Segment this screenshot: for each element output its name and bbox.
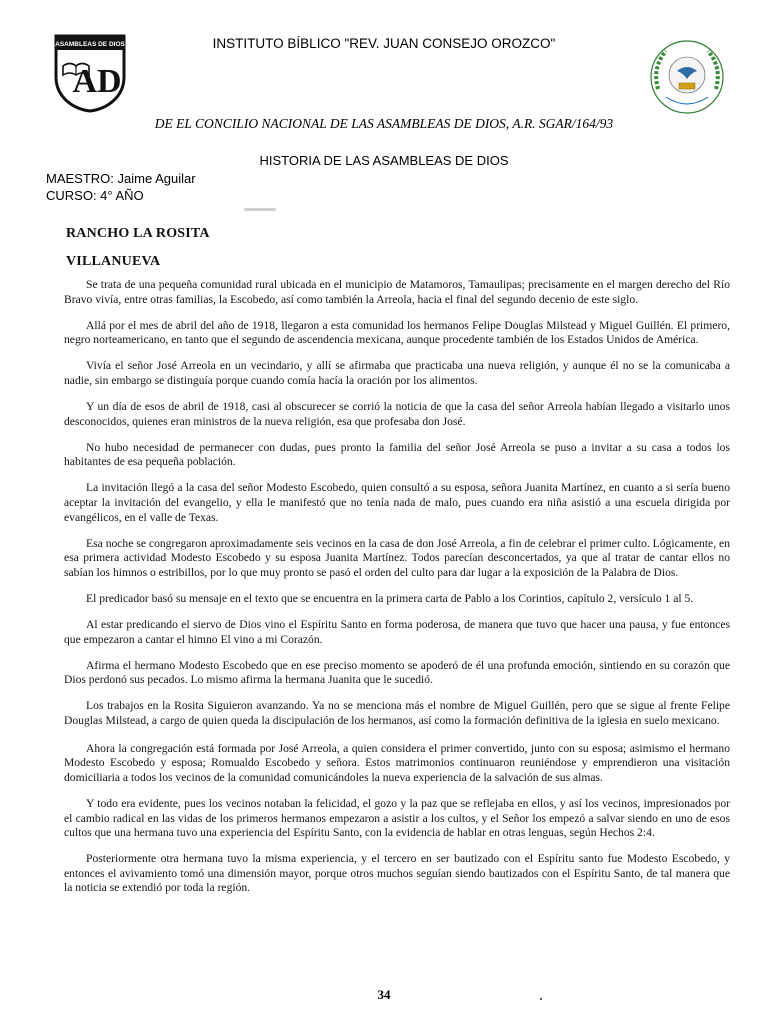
concilio-line: DE EL CONCILIO NACIONAL DE LAS ASAMBLEAS DE DIOS, A.R. SGAR/164/93 — [154, 116, 614, 131]
paragraph: Ahora la congregación está formada por José Arreola, a quien considera el primer convertido, junto con su esposa; asimismo el hermano Modesto Escobedo y esposa; Romualdo Escobedo y señora. Estos matrimonios continuaron reuniéndose y emprendieron una visitación domiciliaria a todos los vecinos de la comunidad comunicándoles la nueva experiencia de la salvación de sus almas. — [64, 741, 730, 784]
paragraph: Al estar predicando el siervo de Dios vino el Espíritu Santo en forma poderosa, de manera que tuvo que hacer una pausa, y fue entonces que empezaron a cantar el himno El vino a mi Corazón. — [64, 618, 730, 646]
heading-villanueva: VILLANUEVA — [66, 254, 161, 269]
paragraph: Vivía el señor José Arreola en un vecindario, y allí se afirmaba que practicaba una nueva religión, y aunque él no se la comunicaba a nadie, sin embargo se distinguía porque cuando comía hacía la oración por los alimentos. — [64, 359, 730, 387]
paragraph: Posteriormente otra hermana tuvo la misma experiencia, y el tercero en ser bautizado con el Espíritu santo fue Modesto Escobedo, y entonces el avivamiento tomó una dimensión mayor, porque otros muchos seguían siendo bautizados con el Espíritu Santo, de tal manera que la noticia se extendió por toda la región. — [64, 852, 730, 895]
institute-seal-logo — [646, 37, 728, 117]
paragraph: Y un día de esos de abril de 1918, casi al obscurecer se corrió la noticia de que la casa del señor Arreola habían llegado a visitarlo unos desconocidos, quienes eran ministros de la nueva religión, esa que profesaba don José. — [64, 400, 730, 428]
scan-smudge — [244, 208, 276, 211]
page-number: 34 — [377, 987, 391, 1002]
paragraph: Se trata de una pequeña comunidad rural ubicada en el municipio de Matamoros, Tamaulipas; precisamente en el margen derecho del Río Bravo vivía, entre otras familias, la Escobedo, así como también la Arreola, hacia el final del segundo decenio de este siglo. — [64, 278, 730, 306]
institute-title: INSTITUTO BÍBLICO "REV. JUAN CONSEJO OROZCO" — [212, 36, 556, 51]
article-body — [64, 278, 730, 908]
paragraph: Y todo era evidente, pues los vecinos notaban la felicidad, el gozo y la paz que se reflejaba en ellos, y así los vecinos, impresionados por el cambio radical en las vidas de los primeros hermanos empezaron a asistir a los cultos, y el Señor los empezó a salvar siendo en uno de esos cultos que una hermana tuvo una experiencia del Espíritu Santo, con la evidencia de hablar en otras lenguas, según Hechos 2:4. — [64, 796, 730, 840]
heading-rancho: RANCHO LA ROSITA — [66, 226, 210, 241]
paragraph: No hubo necesidad de permanecer con dudas, pues pronto la familia del señor José Arreola se puso a invitar a su casa a todos los habitantes de esa pequeña población. — [64, 440, 730, 469]
paragraph: Afirma el hermano Modesto Escobedo que en ese preciso momento se apoderó de él una profunda emoción, sintiendo en su corazón que Dios perdonó sus pecados. Lo mismo afirma la hermana Juanita que le sucedió. — [64, 658, 730, 687]
subject-title: HISTORIA DE LAS ASAMBLEAS DE DIOS — [259, 153, 509, 168]
paragraph: La invitación llegó a la casa del señor Modesto Escobedo, quien consultó a su esposa, señora Juanita Martínez, en cuanto a si sería bueno aceptar la invitación del evangelio, y ella le manifestó que no tenía nada de malo, pues cuando era niña asistió a una escuela dirigida por evangélicos, en el valle de Texas. — [64, 481, 730, 524]
scan-dot — [540, 998, 542, 1000]
course-line: CURSO: 4° AÑO — [46, 188, 144, 203]
paragraph: Allá por el mes de abril del año de 1918, llegaron a esta comunidad los hermanos Felipe Douglas Milstead y Miguel Guillén. El primero, negro norteamericano, en tanto que el segundo de ascendencia mexicana, aunque procedente también de los Estados Unidos de América. — [64, 318, 730, 347]
paragraph: Esa noche se congregaron aproximadamente seis vecinos en la casa de don José Arreola, a fin de celebrar el primer culto. Lógicamente, en esa primera actividad Modesto Escobedo y su esposa Juanita Martínez. Todos parecían desconcertados, ya que al tratar de cantar ellos no sabían los himnos o estribillos, por lo que muy pronto se pasó el orden del culto para dar lugar a la exposición de la Palabra de Dios. — [64, 536, 730, 579]
paragraph: El predicador basó su mensaje en el texto que se encuentra en la primera carta de Pablo a los Corintios, capítulo 2, versículo 1 al 5. — [86, 592, 694, 605]
logo-monogram: AD — [72, 63, 122, 100]
paragraph: Los trabajos en la Rosita Siguieron avanzando. Ya no se menciona más el nombre de Miguel Guillén, pero que se sigue al frente Felipe Douglas Milstead, a cargo de quien queda la discipulación de los hermanos, así como la formación definitiva de la iglesia en suelo mexicano. — [64, 699, 730, 728]
teacher-line: MAESTRO: Jaime Aguilar — [46, 171, 196, 186]
logo-banner-text: ASAMBLEAS DE DIOS — [55, 41, 125, 48]
